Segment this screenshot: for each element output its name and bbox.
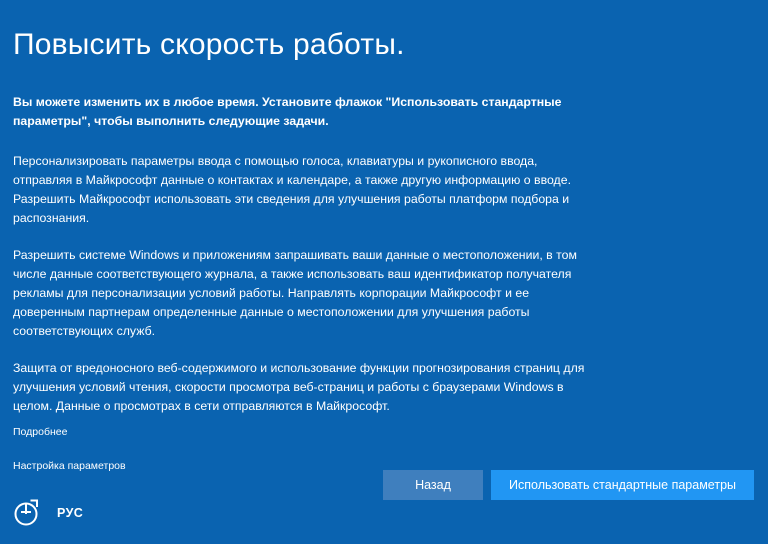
page-title: Повысить скорость работы. — [13, 28, 405, 61]
button-bar — [383, 470, 754, 500]
main-content — [13, 28, 755, 434]
keyboard-language-indicator[interactable]: РУС — [57, 506, 84, 520]
customize-row — [13, 456, 126, 474]
body-copy — [13, 93, 593, 417]
learn-more-row — [13, 422, 67, 440]
learn-more-link[interactable]: Подробнее — [13, 426, 68, 438]
back-button[interactable]: Назад — [383, 470, 483, 500]
paragraph-input-personalization: Персонализировать параметры ввода с помощью голоса, клавиатуры и рукописного ввода, отправляя в Майкрософт данные о контактах и календаре, а также другую информацию о вводе. Разрешить Майкрософт использовать эти сведения для улучшения работы платформ подбора и распознания. — [13, 153, 571, 225]
paragraph-intro: Вы можете изменить их в любое время. Установите флажок "Использовать стандартные параметры", чтобы выполнить следующие задачи. — [13, 94, 562, 128]
paragraph-smartscreen: Защита от вредоносного веб-содержимого и использование функции прогнозирования страниц для улучшения условий чтения, скорости просмотра веб-страниц и работы с браузерами Windows в целом. Данные о просмотрах в сети отправляются в Майкрософт. — [13, 361, 585, 414]
customize-settings-link[interactable]: Настройка параметров — [13, 460, 126, 472]
paragraph-location: Разрешить системе Windows и приложениям запрашивать ваши данные о местоположении, в том числе данные соответствующего журнала, а также использовать ваш идентификатор получателя рекламы для персонализации условий работы. Направлять корпорации Майкрософт и ее доверенным партнерам определенные данные о местоположении для улучшения работы соответствующих служб. — [13, 247, 577, 338]
status-bar — [13, 498, 83, 528]
ease-of-access-icon[interactable] — [13, 498, 43, 528]
use-express-settings-button[interactable]: Использовать стандартные параметры — [491, 470, 754, 500]
